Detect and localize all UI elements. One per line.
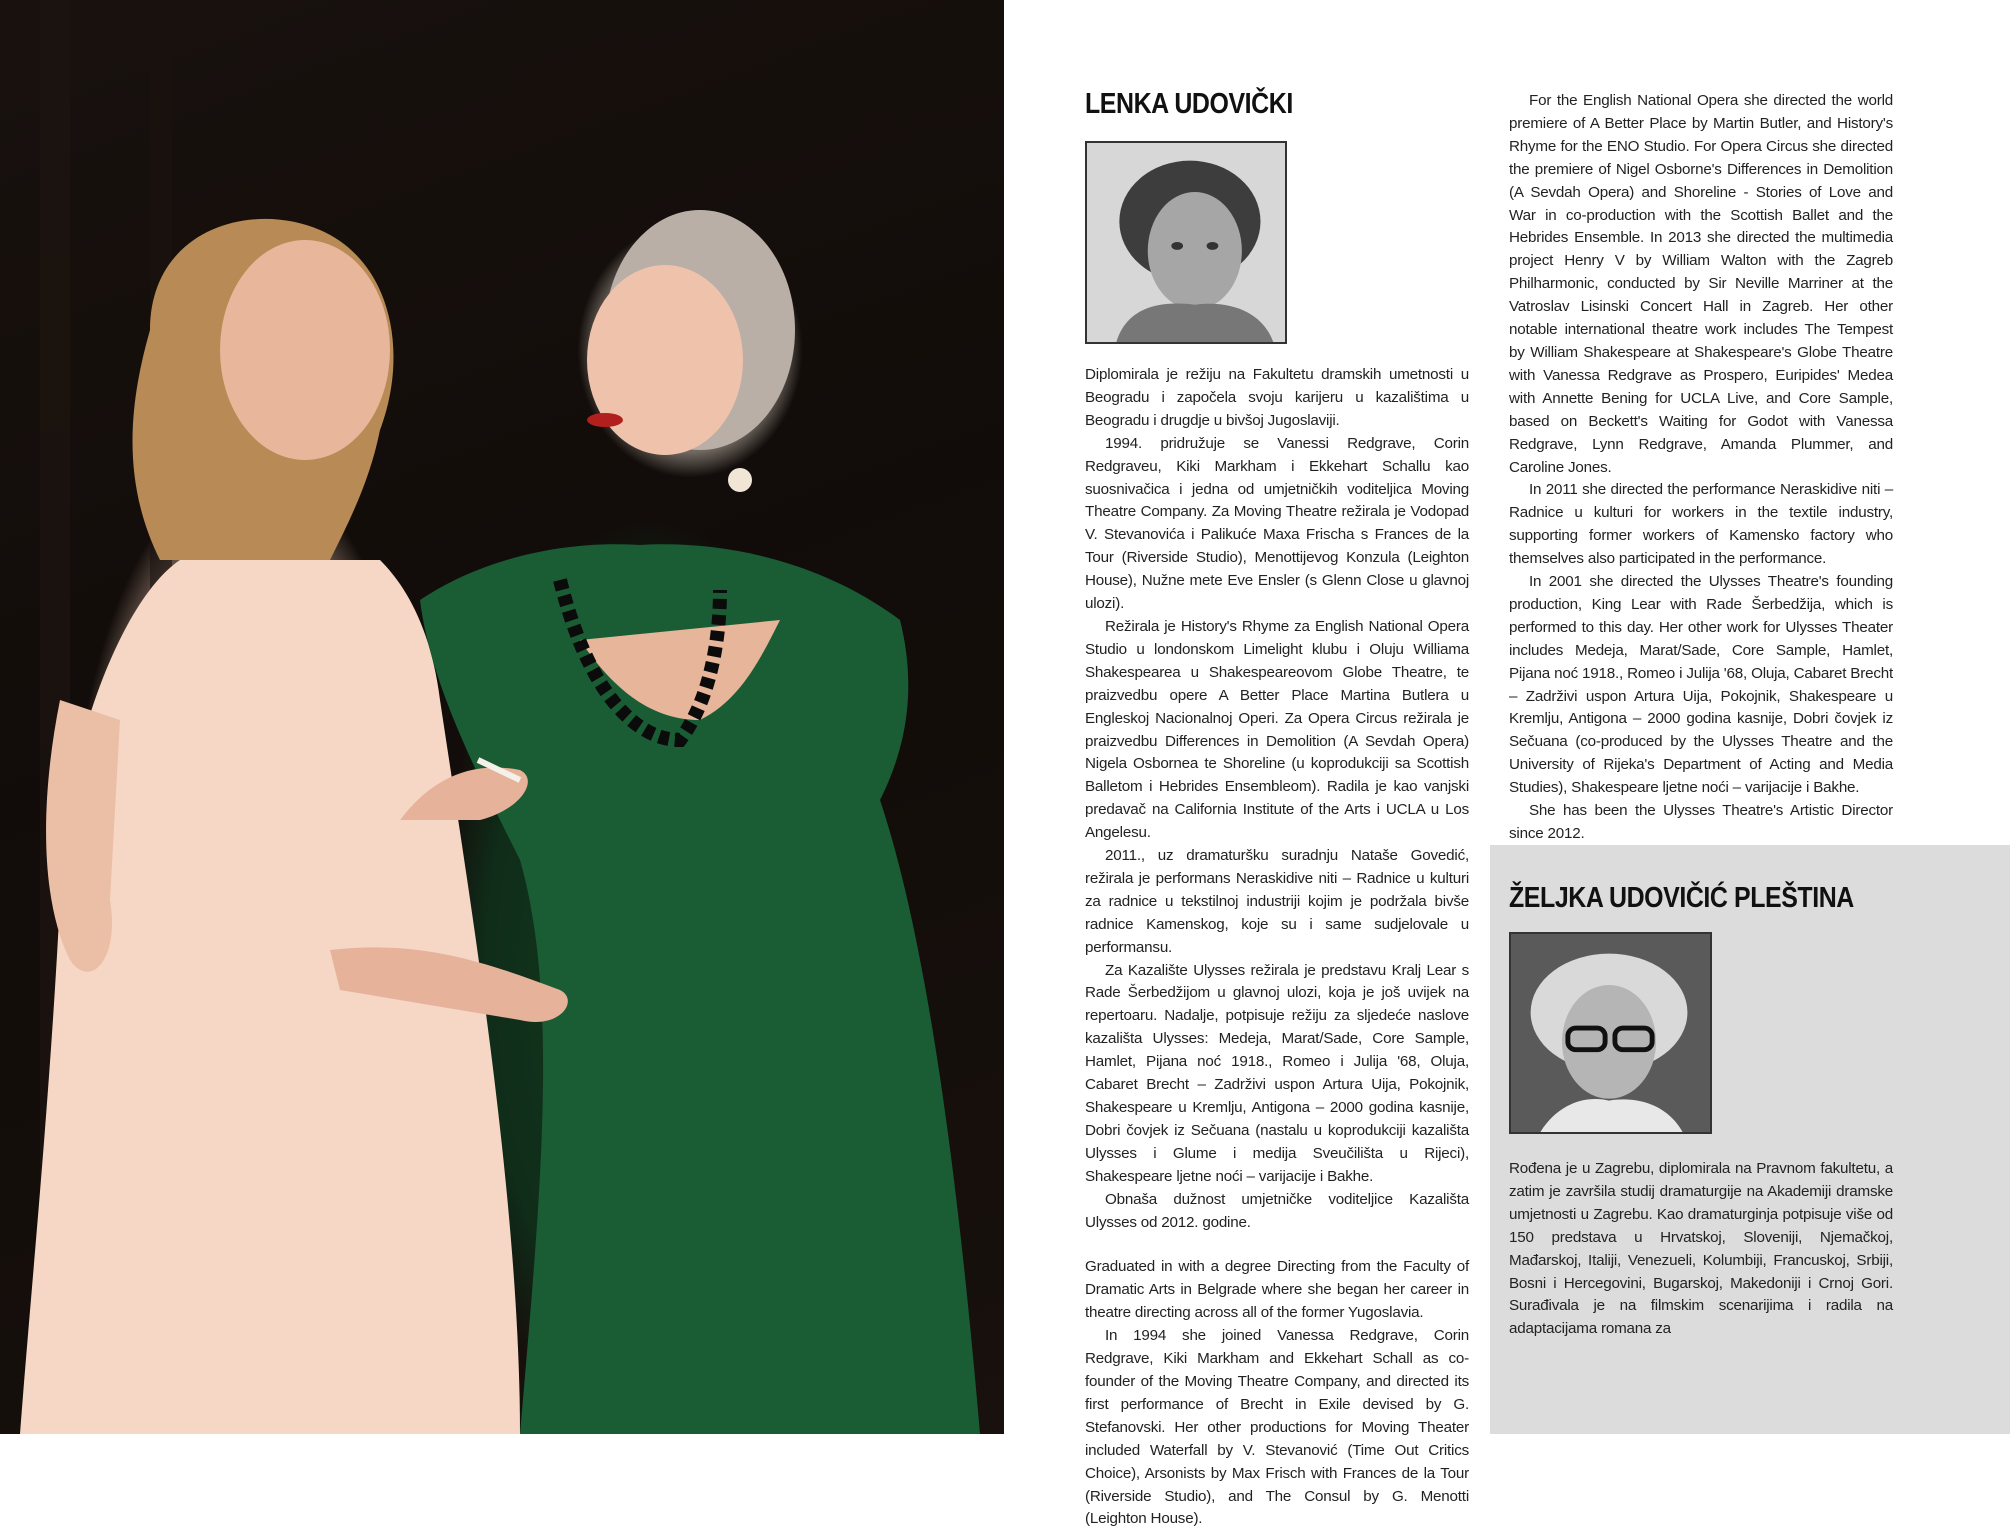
bio-paragraph: She has been the Ulysses Theatre's Artistic Director since 2012. bbox=[1509, 802, 1893, 842]
bio-paragraph: For the English National Opera she directed the world premiere of A Better Place by Martin Butler, and History's Rhyme for the ENO Studio. For Opera Circus she directed the premiere of Nigel Osborne's Differences in Demolition (A Sevdah Opera) and Shoreline - Stories of Love and War in co-production with the Scottish Ballet and the Hebrides Ensemble. In 2013 she directed the multimedia project Henry V by William Walton with the Zagreb Philharmonic, conducted by Sir Neville Marriner at the Vatroslav Lisinski Concert Hall in Zagreb. Her other notable international theatre work includes The Tempest by William Shakespeare at Shakespeare's Globe Theatre with Vanessa Redgrave as Prospero, Euripides' Medea with Annette Bening for UCLA Live, and Core Sample, based on Beckett's Waiting for Godot with Vanessa Redgrave, Lynn Redgrave, Amanda Plummer, and Caroline Jones. bbox=[1509, 92, 1893, 476]
bio-paragraph: 1994. pridružuje se Vanessi Redgrave, Corin Redgraveu, Kiki Markham i Ekkehart Schallu kao suosnivačica i jedna od umjetničkih voditeljica Moving Theatre Company. Za Moving Theatre režirala je Vodopad V. Stevanovića i Palikuće Maxa Frischa s Frances de la Tour (Riverside Studio), Menottijevog Konzulа (Leighton House), Nužne mete Eve Ensler (s Glenn Close u glavnoj ulozi). bbox=[1085, 434, 1469, 613]
bio-paragraph: In 1994 she joined Vanessa Redgrave, Corin Redgrave, Kiki Markham and Ekkehart Schall as co-founder of the Moving Theatre Company, and directed its first performance of Brecht in Exile devised by G. Stefanovski. Her other productions for Moving Theater included Waterfall by V. Stevanović (Time Out Critics Choice), Arsonists by Max Frisch with Frances de la Tour (Riverside Studio), and The Consul by G. Menotti (Leighton House). bbox=[1085, 1327, 1469, 1528]
portrait-lenka bbox=[1085, 141, 1287, 344]
portrait-zeljka bbox=[1509, 932, 1712, 1134]
bio-paragraph: In 2001 she directed the Ulysses Theatre's founding production, King Lear with Rade Šerbedžija, which is performed to this day. Her other work for Ulysses Theater includes Medeja, Marat/Sade, Core Sample, Hamlet, Pijana noć 1918., Romeo i Julija '68, Oluja, Cabaret Brecht – Zadrživi uspon Artura Uija, Pokojnik, Shakespeare u Kremlju, Antigona – 2000 godina kasnije, Dobri čovjek iz Sečuana (co-produced by the Ulysses Theatre and the University of Rijeka's Department of Acting and Media Studies), Shakespeare ljetne noći – varijacije i Bakhe. bbox=[1509, 573, 1893, 797]
stage-photo-illustration bbox=[0, 0, 1004, 1434]
bio-paragraph: Diplomirala je režiju na Fakultetu dramskih umetnosti u Beogradu i započela svoju karijeru u kazalištima u Beogradu i drugdje u bivšoj Jugoslaviji. bbox=[1085, 366, 1469, 429]
bio-column-right bbox=[1509, 90, 1893, 846]
bio-paragraph: 2011., uz dramaturšku suradnju Nataše Govedić, režirala je performans Neraskidive niti – Radnice u kulturi za radnice u tekstilnoj industriji kojim je podržala bivše radnice Kamenskog, koje su i same sudjelovale u performansu. bbox=[1085, 847, 1469, 956]
profile-name-lenka: LENKA UDOVIČKI bbox=[1085, 88, 1293, 120]
bio-paragraph: Režirala je History's Rhyme za English National Opera Studio u londonskom Limelight klubu i Oluju Williama Shakespearea u Shakespeareovom Globe Theatre, te praizvedbu opere A Better Place Martina Butlera u Engleskoj Nacionalnoj Operi. Za Opera Circus režirala je praizvedbu Differences in Demolition (A Sevdah Opera) Nigela Osbornea te Shoreline (u koprodukciji sa Scottish Balletom i Hebrides Ensembleom). Radila je kao vanjski predavač na California Institute of the Arts i UCLA u Los Angelesu. bbox=[1085, 617, 1469, 842]
profile-name-zeljka: ŽELJKA UDOVIČIĆ PLEŠTINA bbox=[1509, 882, 1854, 914]
bio-paragraph: Rođena je u Zagrebu, diplomirala na Pravnom fakultetu, a zatim je završila studij dramaturgije na Akademiji dramske umjetnosti u Zagrebu. Kao dramaturginja potpisuje više od 150 predstava u Hrvatskoj, Sloveniji, Njemačkoj, Mađarskoj, Italiji, Venezueli, Kolumbiji, Francuskoj, Srbiji, Bosni i Hercegovini, Bugarskoj, Makedoniji i Crnoj Gori. Surađivala je na filmskim scenarijima i radila na adaptacijama romana za bbox=[1509, 1160, 1893, 1338]
bio-paragraph: Obnaša dužnost umjetničke voditeljice Kazališta Ulysses od 2012. godine. bbox=[1085, 1190, 1469, 1231]
bio-paragraph: Graduated in with a degree Directing from the Faculty of Dramatic Arts in Belgrade where she began her career in theatre directing across all of the former Yugoslavia. bbox=[1085, 1258, 1469, 1322]
bio-column-left bbox=[1085, 364, 1469, 1531]
bio-column-zeljka bbox=[1509, 1158, 1893, 1341]
portrait-lenka-image bbox=[1087, 143, 1285, 342]
portrait-zeljka-image bbox=[1511, 934, 1710, 1132]
stage-photo bbox=[0, 0, 1004, 1434]
bio-paragraph: In 2011 she directed the performance Neraskidive niti – Radnice u kulturi for workers in the textile industry, supporting former workers of Kamensko factory who themselves also participated in the performance. bbox=[1509, 481, 1893, 568]
bio-paragraph: Za Kazalište Ulysses režirala je predstavu Kralj Lear s Rade Šerbedžijom u glavnoj ulozi, koja je još uvijek na repertoaru. Nadalje, potpisuje režiju za sljedeće naslove kazališta Ulysses: Medeja, Marat/Sade, Core Sample, Hamlet, Pijana noć 1918., Romeo i Julija '68, Oluja, Cabaret Brecht – Zadrživi uspon Artura Uija, Pokojnik, Shakespeare u Kremlju, Antigona – 2000 godina kasnije, Dobri čovjek iz Sečuana (nastalu u koprodukciji kazališta Ulysses i Glume i medija Sveučilišta u Rijeci), Shakespeare ljetne noći – varijacije i Bakhe. bbox=[1085, 961, 1469, 1185]
